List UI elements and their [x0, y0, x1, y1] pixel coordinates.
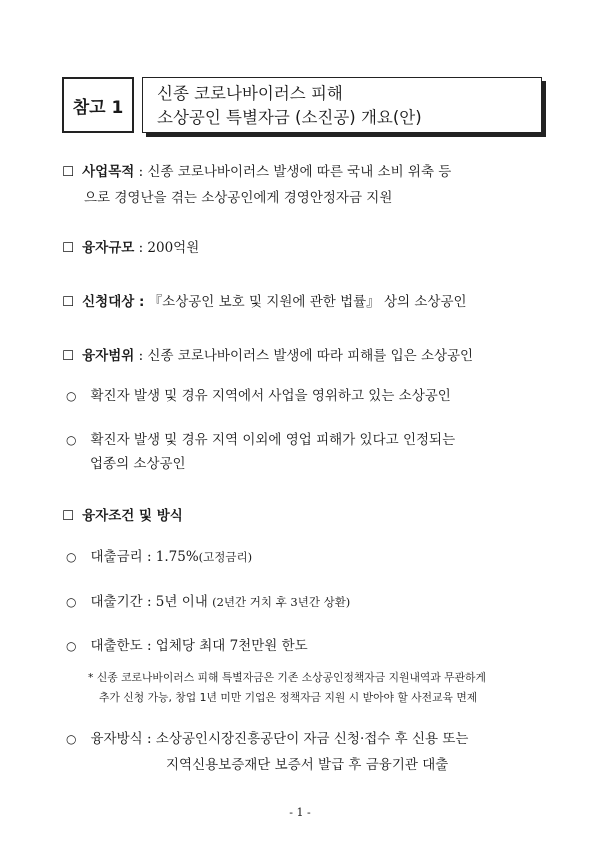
list-item: [66, 727, 468, 747]
list-item: [66, 545, 252, 565]
circle-bullet-icon: ○: [66, 595, 77, 609]
period-sub: (2년간 거치 후 3년간 상환): [212, 595, 351, 609]
circle-bullet-icon: ○: [66, 639, 77, 653]
checkbox-bullet-icon: ☐: [62, 294, 75, 310]
scope-item-1-text: 확진자 발생 및 경유 지역에서 사업을 영위하고 있는 소상공인: [90, 388, 451, 404]
list-item: [66, 384, 451, 404]
scope-text: : 신종 코로나바이러스 발생에 따라 피해를 입은 소상공인: [134, 348, 474, 364]
reference-label-box: [62, 77, 134, 133]
scope-label: 융자범위: [82, 348, 135, 364]
purpose-text-2: 으로 경영난을 겪는 소상공인에게 경영안정자금 지원: [84, 190, 393, 206]
checkbox-bullet-icon: ☐: [62, 348, 75, 364]
scale-section: [62, 236, 199, 256]
title-line-2: 소상공인 특별자금 (소진공) 개요(안): [157, 108, 422, 127]
circle-bullet-icon: ○: [66, 433, 77, 447]
reference-label: 참고 1: [72, 97, 124, 118]
scope-item-2-text: 확진자 발생 및 경유 지역 이외에 영업 피해가 있다고 인정되는: [90, 432, 456, 448]
page-number: - 1 -: [289, 806, 311, 819]
scale-text: : 200억원: [134, 240, 200, 256]
title-line-1: 신종 코로나바이러스 피해: [157, 84, 343, 103]
circle-bullet-icon: ○: [66, 550, 77, 564]
target-section: [62, 290, 467, 310]
purpose-section: [62, 160, 451, 180]
rate-sub: (고정금리): [198, 550, 253, 564]
list-item: [66, 590, 350, 610]
scope-item-2-text-2: 업종의 소상공인: [90, 456, 186, 472]
circle-bullet-icon: ○: [66, 732, 77, 746]
checkbox-bullet-icon: ☐: [62, 508, 75, 524]
list-item: [66, 634, 308, 654]
note-line-1: * 신종 코로나바이러스 피해 특별자금은 기존 소상공인정책자금 지원내역과 무관하게: [88, 671, 486, 684]
checkbox-bullet-icon: ☐: [62, 240, 75, 256]
purpose-text-1: : 신종 코로나바이러스 발생에 따른 국내 소비 위축 등: [134, 164, 452, 180]
scale-label: 융자규모: [82, 240, 135, 256]
list-item: [66, 428, 455, 448]
note-line-2: 추가 신청 가능, 창업 1년 미만 기업은 정책자금 지원 시 받아야 할 사전교육 면제: [99, 691, 478, 704]
title-box: [142, 77, 542, 133]
circle-bullet-icon: ○: [66, 389, 77, 403]
period-text: 대출기간 : 5년 이내: [90, 594, 213, 610]
target-text: 『소상공인 보호 및 지원에 관한 법률』 상의 소상공인: [144, 294, 467, 310]
checkbox-bullet-icon: ☐: [62, 164, 75, 180]
scope-section: [62, 344, 473, 364]
purpose-label: 사업목적: [82, 164, 135, 180]
rate-text: 대출금리 : 1.75%: [90, 549, 199, 565]
method-text-1: 융자방식 : 소상공인시장진흥공단이 자금 신청·접수 후 신용 또는: [90, 731, 469, 747]
limit-text: 대출한도 : 업체당 최대 7천만원 한도: [90, 638, 308, 654]
method-text-2: 지역신용보증재단 보증서 발급 후 금융기관 대출: [166, 757, 449, 773]
conditions-label: 융자조건 및 방식: [82, 508, 183, 524]
conditions-section: [62, 504, 183, 524]
target-label: 신청대상 :: [82, 294, 145, 310]
